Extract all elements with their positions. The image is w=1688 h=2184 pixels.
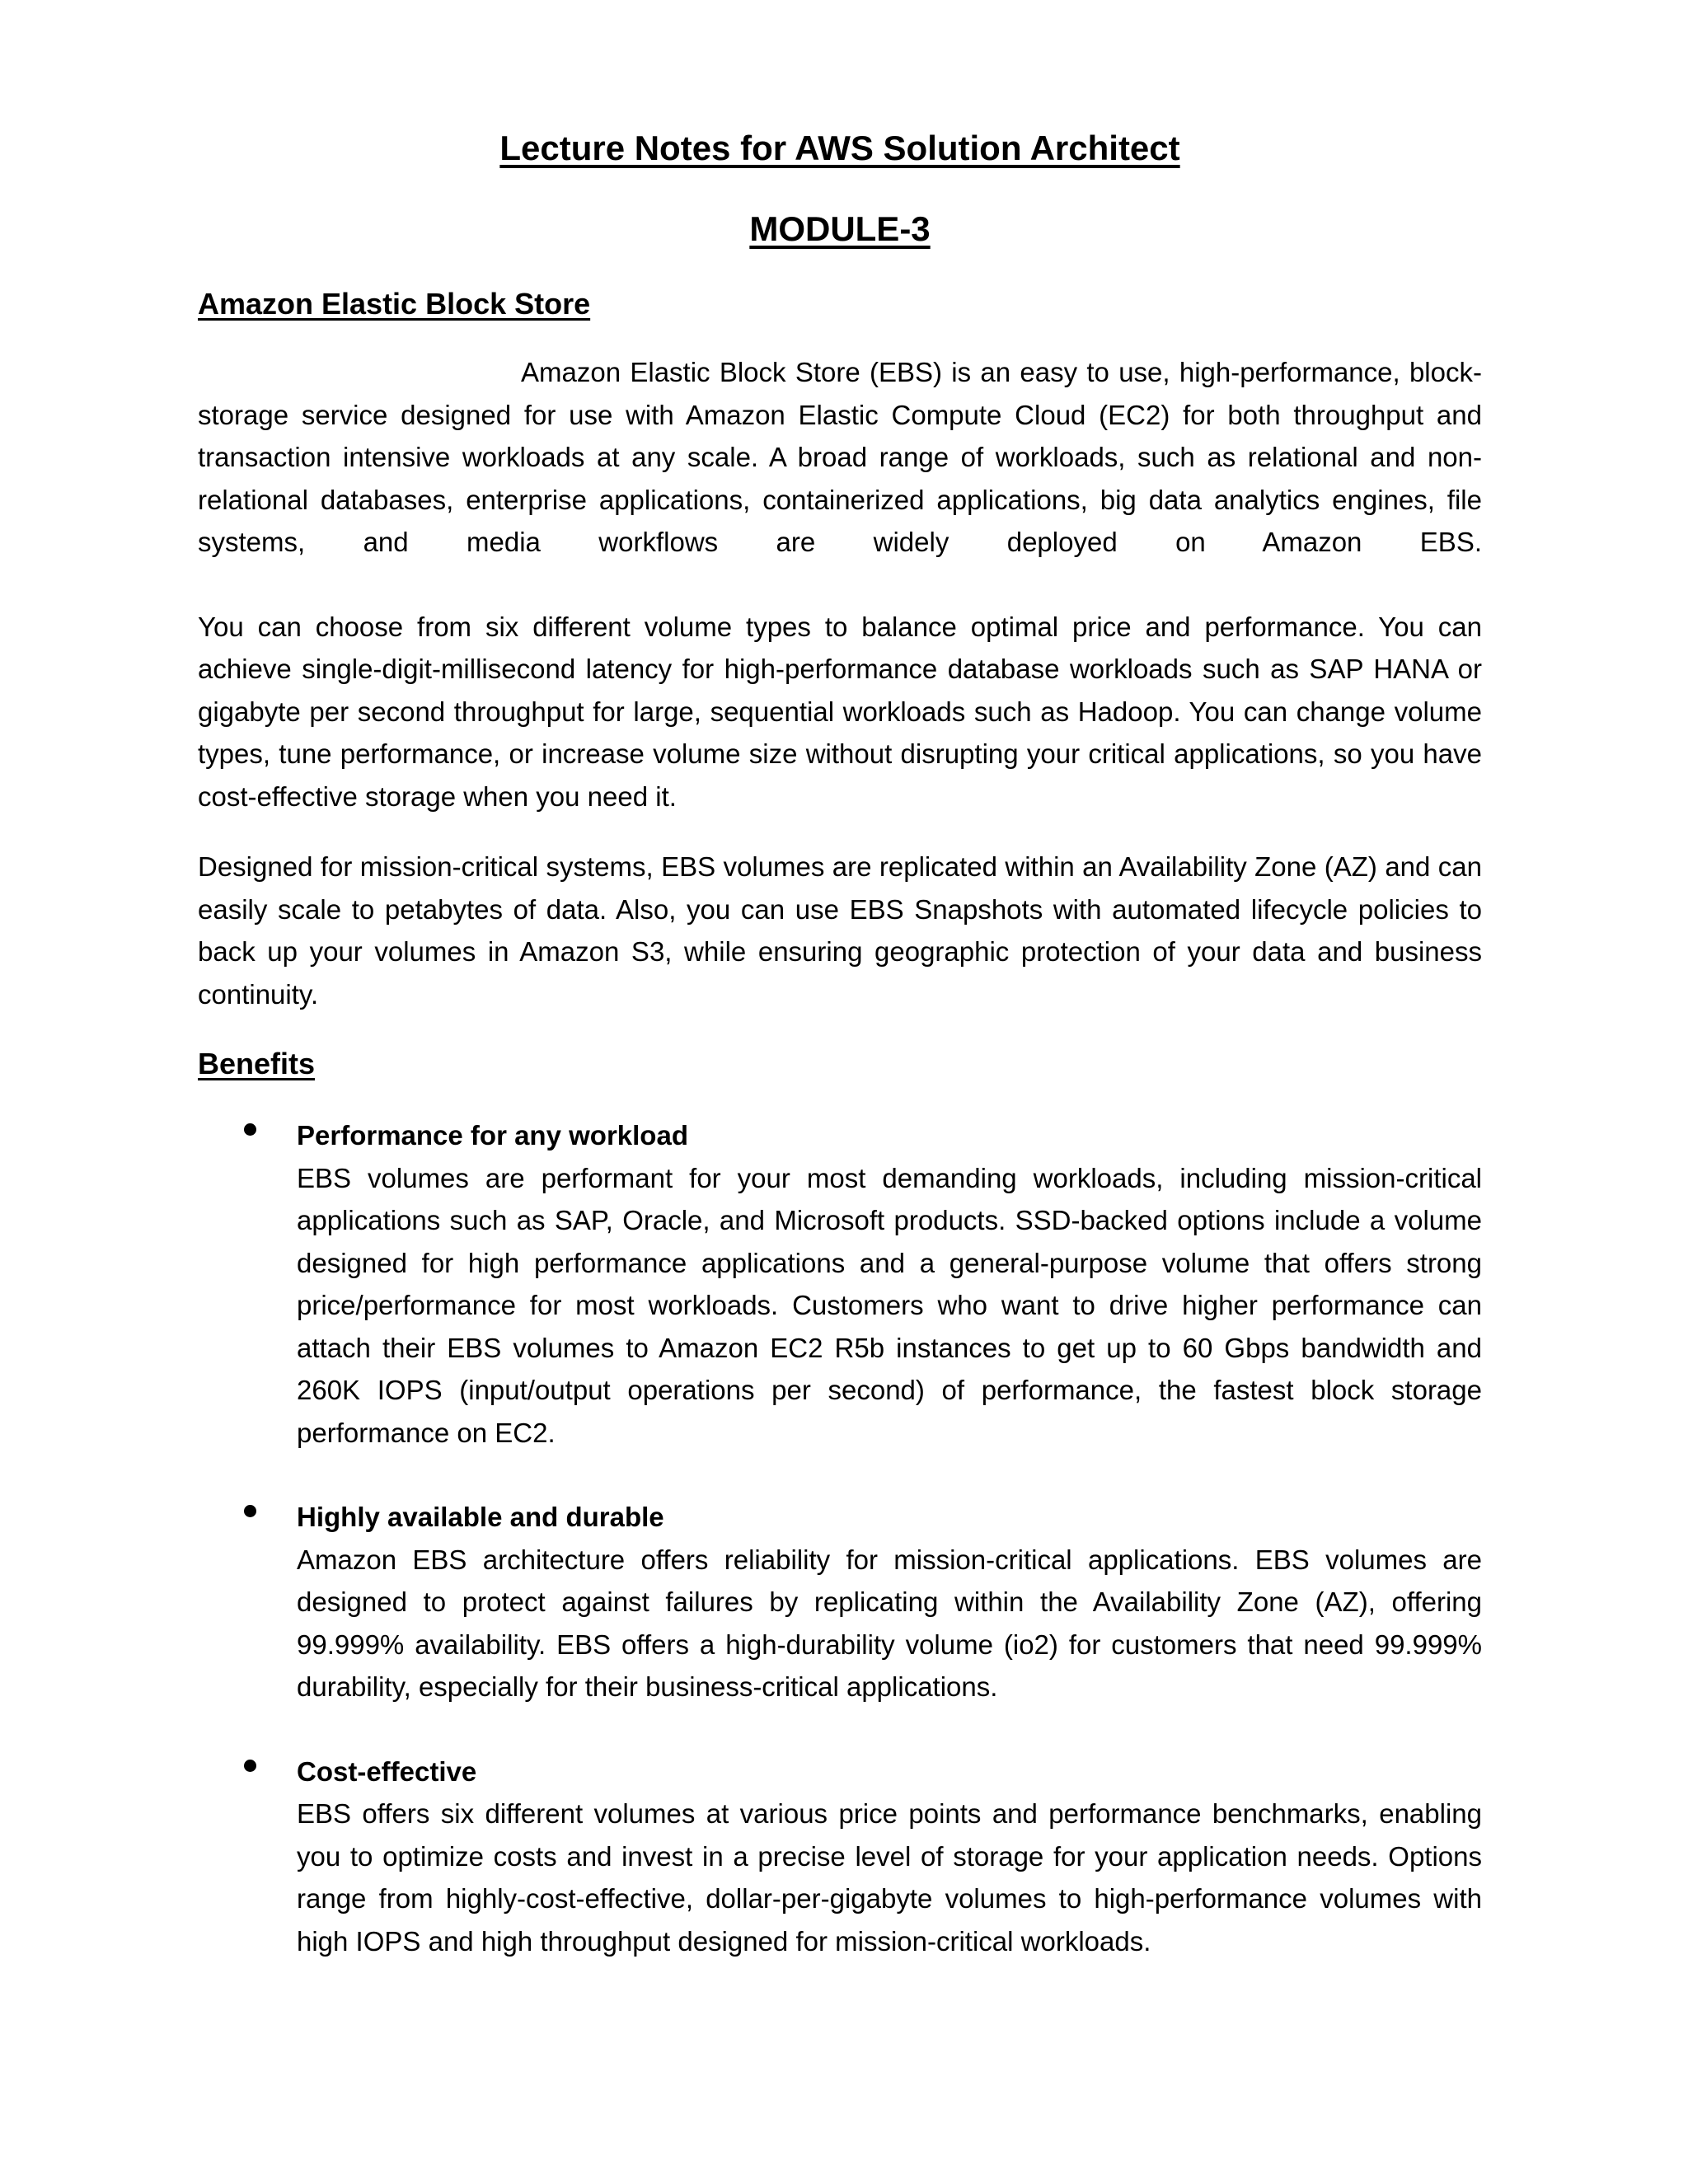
module-heading: MODULE-3 — [749, 209, 931, 248]
section-heading-benefits: Benefits — [198, 1047, 316, 1080]
section-heading-ebs: Amazon Elastic Block Store — [198, 287, 591, 321]
benefit-text: EBS volumes are performant for your most demanding workloads, including mission-critical applications such as SAP, Oracle, and Microsoft products. SSD-backed options include a volume designed for high performance applications and a general-purpose volume that offers strong price/performance for most workloads. Customers who want to drive higher performance can attach their EBS volumes to Amazon EC2 R5b instances to get up to 60 Gbps bandwidth and 260K IOPS (input/output operations per second) of performance, the fastest block storage performance on EC2. — [297, 1162, 1482, 1448]
benefit-title: Highly available and durable — [297, 1502, 664, 1532]
bullet-icon — [244, 1505, 256, 1517]
benefit-text: EBS offers six different volumes at various price points and performance benchmarks, enabling you to optimize costs and invest in a precise level of storage for your application needs. Options range from highly-cost-effective, dollar-per-gigabyte volumes to high-performance volumes with high IOPS and high throughput designed for mission-critical workloads. — [297, 1798, 1482, 1957]
benefit-title: Cost-effective — [297, 1755, 477, 1787]
benefit-item-performance — [198, 1114, 1482, 1454]
paragraph-volume-types: You can choose from six different volume types to balance optimal price and performance. You can achieve single-digit-millisecond latency for high-performance database workloads such as SAP HANA or gigabyte per second throughput for large, sequential workloads such as Hadoop. You can change volume types, tune performance, or increase volume size without disrupting your critical applications, so you have cost-effective storage when you need it. — [198, 611, 1482, 812]
paragraph-mission-critical: Designed for mission-critical systems, EBS volumes are replicated within an Availability Zone (AZ) and can easily scale to petabytes of data. Also, you can use EBS Snapshots with automated lifecycle policies to back up your volumes in Amazon S3, while ensuring geographic protection of your data and business continuity. — [198, 851, 1482, 1010]
benefits-list — [198, 1114, 1482, 1962]
benefit-item-availability — [198, 1496, 1482, 1708]
bullet-icon — [244, 1123, 256, 1136]
document-title: Lecture Notes for AWS Solution Architect — [499, 129, 1180, 167]
bullet-icon — [244, 1760, 256, 1772]
benefit-item-cost — [198, 1750, 1482, 1963]
document-page — [198, 124, 1482, 2004]
benefit-text: Amazon EBS architecture offers reliability for mission-critical applications. EBS volumes are designed to protect against failures by replicating within the Availability Zone (AZ), offering 99.999% availability. EBS offers a high-durability volume (io2) for customers that need 99.999% durability, especially for their business-critical applications. — [297, 1544, 1482, 1702]
paragraph-intro: Amazon Elastic Block Store (EBS) is an easy to use, high-performance, block-storage service designed for use with Amazon Elastic Compute Cloud (EC2) for both throughput and transaction intensive workloads at any scale. A broad range of workloads, such as relational and non-relational databases, enterprise applications, containerized applications, big data analytics engines, file systems, and media workflows are widely deployed on Amazon EBS. — [198, 357, 1482, 557]
benefit-title: Performance for any workload — [297, 1120, 688, 1151]
